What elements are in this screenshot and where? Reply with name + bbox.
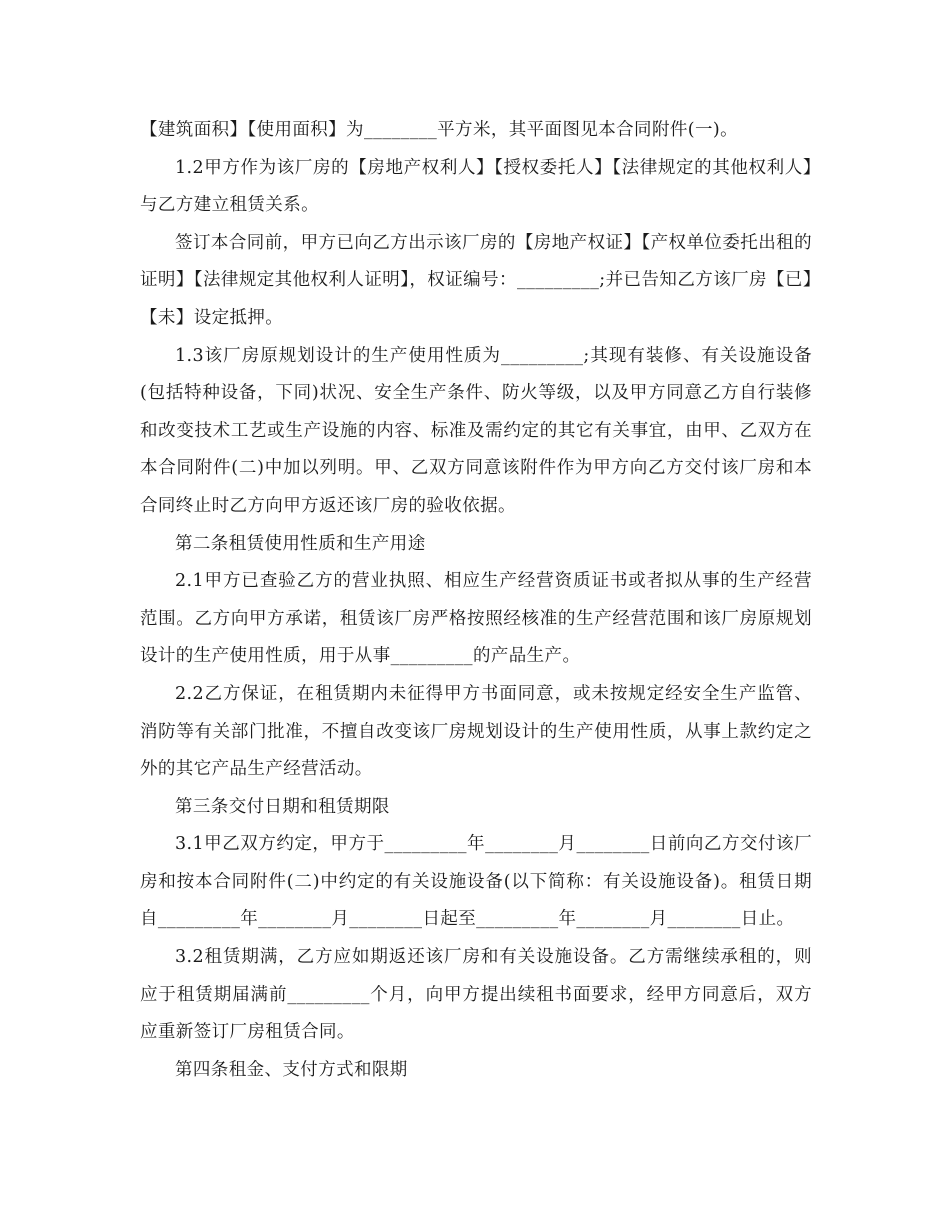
heading-article-2: 第二条租赁使用性质和生产用途: [175, 533, 426, 554]
paragraph-area: 【建筑面积】【使用面积】为________平方米，其平面图见本合同附件(一)。: [140, 120, 739, 140]
document-body: [140, 112, 812, 1089]
paragraph-clause-2-1: 2.1甲方已查验乙方的营业执照、相应生产经营资质证书或者拟从事的生产经营范围。乙方向甲方承诺，租赁该厂房严格按照经核准的生产经营范围和该厂房原规划设计的生产使用性质，用于从事_________的产品生产。: [140, 571, 812, 667]
paragraph-clause-3-1: 3.1甲乙双方约定，甲方于_________年________月________日前向乙方交付该厂房和按本合同附件(二)中约定的有关设施设备(以下简称：有关设施设备)。租赁日期自_________年________月________日起至_________年________月________日止。: [140, 834, 812, 930]
paragraph-clause-2-2: 2.2乙方保证，在租赁期内未征得甲方书面同意，或未按规定经安全生产监管、消防等有关部门批准，不擅自改变该厂房规划设计的生产使用性质，从事上款约定之外的其它产品生产经营活动。: [140, 683, 812, 780]
paragraph-clause-1-3: 1.3该厂房原规划设计的生产使用性质为_________;其现有装修、有关设施设备(包括特种设备，下同)状况、安全生产条件、防火等级，以及甲方同意乙方自行装修和改变技术工艺或生产设施的内容、标准及需约定的其它有关事宜，由甲、乙双方在本合同附件(二)中加以列明。甲、乙双方同意该附件作为甲方向乙方交付该厂房和本合同终止时乙方向甲方返还该厂房的验收依据。: [140, 345, 812, 516]
heading-article-4: 第四条租金、支付方式和限期: [175, 1059, 408, 1080]
paragraph-certificate: 签订本合同前，甲方已向乙方出示该厂房的【房地产权证】【产权单位委托出租的证明】【法律规定其他权利人证明】，权证编号：_________;并已告知乙方该厂房【已】【未】设定抵押。: [140, 232, 812, 328]
paragraph-clause-3-2: 3.2租赁期满，乙方应如期返还该厂房和有关设施设备。乙方需继续承租的，则应于租赁期届满前_________个月，向甲方提出续租书面要求，经甲方同意后，双方应重新签订厂房租赁合同。: [140, 947, 812, 1043]
paragraph-clause-1-2: 1.2甲方作为该厂房的【房地产权利人】【授权委托人】【法律规定的其他权利人】与乙方建立租赁关系。: [140, 157, 812, 216]
heading-article-3: 第三条交付日期和租赁期限: [175, 796, 390, 817]
